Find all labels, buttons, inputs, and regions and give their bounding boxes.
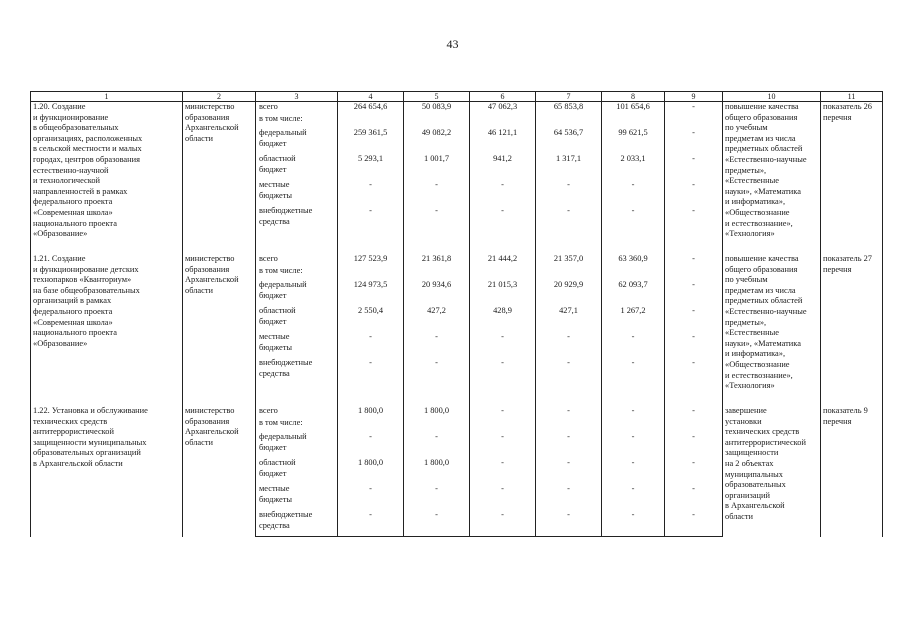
- funding-amount: -: [338, 332, 404, 358]
- funding-amount: -: [665, 154, 723, 180]
- funding-amount: -: [404, 484, 470, 510]
- row-spacer: [31, 394, 883, 406]
- funding-amount: [404, 114, 470, 128]
- col-number: 4: [338, 92, 404, 102]
- funding-amount: -: [470, 510, 536, 537]
- funding-source: областной бюджет: [256, 458, 338, 484]
- funding-amount: -: [536, 358, 602, 394]
- funding-amount: 428,9: [470, 306, 536, 332]
- funding-source: федеральный бюджет: [256, 432, 338, 458]
- funding-amount: [338, 114, 404, 128]
- column-number-row: [31, 92, 883, 102]
- funding-amount: -: [470, 206, 536, 242]
- funding-amount: 1 800,0: [404, 406, 470, 418]
- funding-amount: 1 800,0: [338, 458, 404, 484]
- funding-amount: -: [665, 358, 723, 394]
- funding-source: в том числе:: [256, 114, 338, 128]
- expected-result: повышение качества общего образования по учебным предметам из числа предметных областей «Естественно-научные предметы», «Естественные науки», «Математика и информатика», «Обществознание и естествознание», «Технология»: [723, 254, 821, 394]
- funding-amount: -: [665, 484, 723, 510]
- funding-amount: 2 550,4: [338, 306, 404, 332]
- funding-source: местные бюджеты: [256, 484, 338, 510]
- funding-source: внебюджетные средства: [256, 510, 338, 537]
- funding-amount: -: [602, 458, 665, 484]
- funding-amount: -: [404, 358, 470, 394]
- funding-amount: [602, 266, 665, 280]
- funding-amount: 20 929,9: [536, 280, 602, 306]
- funding-amount: 264 654,6: [338, 102, 404, 115]
- funding-amount: -: [338, 358, 404, 394]
- funding-amount: 101 654,6: [602, 102, 665, 115]
- funding-amount: -: [338, 510, 404, 537]
- funding-amount: -: [665, 306, 723, 332]
- funding-amount: -: [536, 510, 602, 537]
- activity-description: 1.21. Создание и функционирование детских технопарков «Кванториум» на базе общеобразовательных организаций в рамках федерального проекта «Современная школа» национального проекта «Образование»: [31, 254, 183, 394]
- funding-amount: -: [602, 484, 665, 510]
- funding-amount: -: [665, 206, 723, 242]
- funding-amount: 1 267,2: [602, 306, 665, 332]
- responsible-organization: министерство образования Архангельской области: [183, 102, 256, 243]
- funding-amount: 259 361,5: [338, 128, 404, 154]
- funding-source: областной бюджет: [256, 154, 338, 180]
- funding-amount: -: [602, 406, 665, 418]
- funding-source: областной бюджет: [256, 306, 338, 332]
- expected-result: повышение качества общего образования по учебным предметам из числа предметных областей «Естественно-научные предметы», «Естественные науки», «Математика и информатика», «Обществознание и естествознание», «Технология»: [723, 102, 821, 243]
- funding-amount: -: [665, 128, 723, 154]
- funding-amount: -: [404, 206, 470, 242]
- col-number: 8: [602, 92, 665, 102]
- col-number: 11: [821, 92, 883, 102]
- funding-amount: -: [536, 484, 602, 510]
- page-number: 43: [446, 37, 459, 51]
- funding-amount: 21 015,3: [470, 280, 536, 306]
- funding-amount: 427,2: [404, 306, 470, 332]
- funding-amount: 127 523,9: [338, 254, 404, 266]
- table-row: [31, 406, 883, 418]
- funding-amount: -: [404, 432, 470, 458]
- funding-amount: -: [338, 180, 404, 206]
- funding-amount: -: [602, 180, 665, 206]
- funding-amount: -: [665, 458, 723, 484]
- funding-amount: [665, 114, 723, 128]
- funding-amount: [470, 114, 536, 128]
- funding-amount: 21 444,2: [470, 254, 536, 266]
- funding-amount: -: [470, 180, 536, 206]
- col-number: 6: [470, 92, 536, 102]
- funding-amount: 2 033,1: [602, 154, 665, 180]
- funding-amount: [536, 418, 602, 432]
- funding-amount: -: [665, 406, 723, 418]
- col-number: 2: [183, 92, 256, 102]
- activity-description: 1.22. Установка и обслуживание технических средств антитеррористической защищенности муниципальных образовательных организаций в Архангельской области: [31, 406, 183, 537]
- funding-source: внебюджетные средства: [256, 358, 338, 394]
- funding-amount: -: [536, 180, 602, 206]
- funding-amount: -: [536, 332, 602, 358]
- funding-amount: [602, 418, 665, 432]
- activity-description: 1.20. Создание и функционирование в общеобразовательных организациях, расположенных в сельской местности и малых городах, центров образования естественно-научной и технологической направленностей в рамках федерального проекта «Современная школа» национального проекта «Образование»: [31, 102, 183, 243]
- funding-amount: 99 621,5: [602, 128, 665, 154]
- funding-amount: 1 800,0: [404, 458, 470, 484]
- col-number: 5: [404, 92, 470, 102]
- col-number: 1: [31, 92, 183, 102]
- funding-source: всего: [256, 254, 338, 266]
- funding-amount: 1 317,1: [536, 154, 602, 180]
- funding-amount: -: [470, 332, 536, 358]
- funding-amount: 427,1: [536, 306, 602, 332]
- funding-amount: -: [338, 432, 404, 458]
- funding-amount: [536, 266, 602, 280]
- funding-amount: -: [665, 332, 723, 358]
- funding-amount: 1 001,7: [404, 154, 470, 180]
- funding-amount: 64 536,7: [536, 128, 602, 154]
- table-row: [31, 254, 883, 266]
- funding-amount: -: [665, 254, 723, 266]
- funding-amount: -: [665, 280, 723, 306]
- funding-amount: -: [404, 180, 470, 206]
- funding-amount: -: [470, 432, 536, 458]
- funding-amount: [470, 266, 536, 280]
- responsible-organization: министерство образования Архангельской области: [183, 254, 256, 394]
- funding-amount: -: [665, 102, 723, 115]
- funding-amount: -: [404, 332, 470, 358]
- funding-amount: -: [470, 358, 536, 394]
- funding-amount: -: [536, 458, 602, 484]
- funding-amount: -: [602, 358, 665, 394]
- funding-source: всего: [256, 406, 338, 418]
- funding-source: местные бюджеты: [256, 180, 338, 206]
- funding-source: местные бюджеты: [256, 332, 338, 358]
- funding-amount: -: [602, 510, 665, 537]
- funding-amount: 21 361,8: [404, 254, 470, 266]
- funding-amount: -: [665, 432, 723, 458]
- table-row: [31, 102, 883, 115]
- row-spacer: [31, 242, 883, 254]
- funding-amount: 5 293,1: [338, 154, 404, 180]
- funding-amount: [338, 418, 404, 432]
- funding-amount: -: [602, 206, 665, 242]
- funding-amount: -: [338, 484, 404, 510]
- funding-source: в том числе:: [256, 418, 338, 432]
- indicator-reference: показатель 27 перечня: [821, 254, 883, 394]
- col-number: 7: [536, 92, 602, 102]
- indicator-reference: показатель 26 перечня: [821, 102, 883, 243]
- funding-source: в том числе:: [256, 266, 338, 280]
- funding-amount: -: [665, 510, 723, 537]
- responsible-organization: министерство образования Архангельской области: [183, 406, 256, 537]
- funding-amount: 50 083,9: [404, 102, 470, 115]
- funding-amount: 1 800,0: [338, 406, 404, 418]
- funding-amount: 20 934,6: [404, 280, 470, 306]
- funding-amount: [404, 266, 470, 280]
- funding-amount: [338, 266, 404, 280]
- funding-amount: -: [665, 180, 723, 206]
- funding-amount: 62 093,7: [602, 280, 665, 306]
- col-number: 10: [723, 92, 821, 102]
- expected-result: завершение установки технических средств антитеррористической защищенности на 2 объектах муниципальных образовательных организаций в Архангельской области: [723, 406, 821, 537]
- program-table: [30, 91, 883, 537]
- funding-amount: 941,2: [470, 154, 536, 180]
- funding-amount: [536, 114, 602, 128]
- funding-amount: 49 082,2: [404, 128, 470, 154]
- funding-amount: -: [470, 458, 536, 484]
- funding-amount: [665, 266, 723, 280]
- funding-source: внебюджетные средства: [256, 206, 338, 242]
- funding-source: федеральный бюджет: [256, 128, 338, 154]
- funding-amount: 65 853,8: [536, 102, 602, 115]
- funding-amount: -: [470, 484, 536, 510]
- funding-amount: 21 357,0: [536, 254, 602, 266]
- col-number: 3: [256, 92, 338, 102]
- funding-amount: 47 062,3: [470, 102, 536, 115]
- funding-amount: -: [536, 432, 602, 458]
- funding-amount: [602, 114, 665, 128]
- funding-amount: -: [602, 432, 665, 458]
- funding-amount: 124 973,5: [338, 280, 404, 306]
- funding-source: всего: [256, 102, 338, 115]
- funding-amount: 63 360,9: [602, 254, 665, 266]
- col-number: 9: [665, 92, 723, 102]
- funding-amount: -: [602, 332, 665, 358]
- funding-amount: -: [404, 510, 470, 537]
- funding-source: федеральный бюджет: [256, 280, 338, 306]
- funding-amount: -: [470, 406, 536, 418]
- funding-amount: -: [536, 206, 602, 242]
- funding-amount: [470, 418, 536, 432]
- indicator-reference: показатель 9 перечня: [821, 406, 883, 537]
- funding-amount: [665, 418, 723, 432]
- funding-amount: -: [536, 406, 602, 418]
- funding-amount: -: [338, 206, 404, 242]
- funding-amount: [404, 418, 470, 432]
- funding-amount: 46 121,1: [470, 128, 536, 154]
